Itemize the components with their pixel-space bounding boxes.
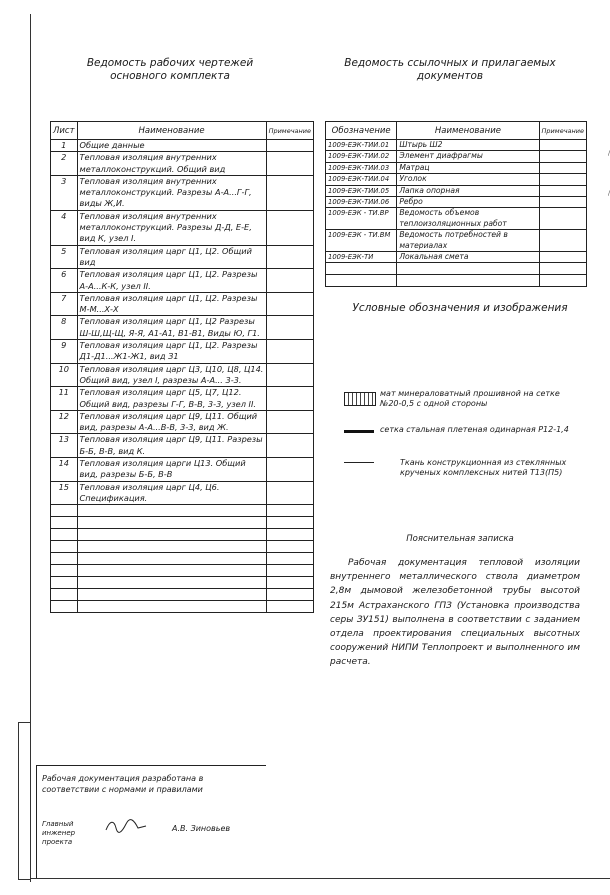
doc-note — [539, 162, 586, 173]
doc-designation: 1009-ЕЭК-ТИИ.02 — [326, 151, 397, 162]
header-name: Наименование — [77, 122, 266, 140]
legend-mat-symbol — [344, 392, 376, 406]
table-row — [326, 174, 587, 185]
table-row — [326, 252, 587, 263]
sheet-title: Тепловая изоляция царг Ц1, Ц2 Разрезы Ш-Ш,Щ-Щ, Я-Я, А1-А1, В1-В1, Виды Ю, Г1. — [77, 316, 266, 340]
sheet-note — [266, 481, 313, 505]
empty-cell — [266, 553, 313, 565]
sheet-number: 6 — [51, 269, 78, 293]
drawings-list-table — [50, 121, 314, 613]
doc-note — [539, 174, 586, 185]
doc-designation: 1009-ЕЭК - ТИ.ВМ — [326, 230, 397, 252]
empty-row — [51, 553, 314, 565]
doc-title: Уголок — [397, 174, 539, 185]
empty-cell — [51, 577, 78, 589]
empty-cell — [397, 275, 539, 287]
note-text: Рабочая документация тепловой изоляции внутреннего металлического ствола диаметром 2,8м дымовой железобетонной трубы высотой 215м Астраханского ГПЗ (Установка производства серы ЗУ151) выполнена в соответствии с заданием отдела проектирования специальных высотных сооружений НИПИ Теплопроект и выполненного им расчета. — [330, 558, 580, 668]
footer-statement: Рабочая документация разработана в соответствии с нормами и правилами — [42, 774, 204, 794]
empty-cell — [326, 263, 397, 275]
sheet-note — [266, 152, 313, 176]
sheet-number: 9 — [51, 340, 78, 364]
sheet-title: Тепловая изоляция царг Ц1, Ц2. Разрезы М-М...Х-Х — [77, 292, 266, 316]
header-note: Примечание — [266, 122, 313, 140]
sheet-note — [266, 210, 313, 245]
empty-cell — [266, 589, 313, 601]
sheet-note — [266, 316, 313, 340]
empty-cell — [539, 275, 586, 287]
sheet-note — [266, 410, 313, 434]
table-row — [51, 410, 314, 434]
table-row — [326, 151, 587, 162]
empty-cell — [51, 529, 78, 541]
sheet-number: 3 — [51, 175, 78, 210]
doc-note — [539, 208, 586, 230]
sheet-number: 15 — [51, 481, 78, 505]
table-row — [51, 152, 314, 176]
sheet-title: Тепловая изоляция царг Ц1, Ц2. Разрезы А-А...К-К, узел II. — [77, 269, 266, 293]
sheet-title: Тепловая изоляция царг Ц9, Ц11. Общий вид, разрезы А-А...В-В, 3-3, вид Ж. — [77, 410, 266, 434]
sheet-note — [266, 340, 313, 364]
doc-title: Ведомость объемов теплоизоляционных работ — [397, 208, 539, 230]
empty-row — [51, 565, 314, 577]
doc-designation: 1009-ЕЭК - ТИ.ВР — [326, 208, 397, 230]
doc-note — [539, 197, 586, 208]
sheet-note — [266, 458, 313, 482]
table-row — [51, 387, 314, 411]
doc-title: Элемент диафрагмы — [397, 151, 539, 162]
table-row — [51, 316, 314, 340]
empty-cell — [266, 565, 313, 577]
empty-cell — [51, 589, 78, 601]
doc-designation: 1009-ЕЭК-ТИИ.01 — [326, 140, 397, 151]
empty-row — [326, 275, 587, 287]
table-row — [326, 140, 587, 151]
sheet-number: 8 — [51, 316, 78, 340]
drawings-list-body — [51, 140, 314, 613]
empty-cell — [51, 505, 78, 517]
sheet-note — [266, 245, 313, 269]
table-row — [51, 210, 314, 245]
empty-row — [51, 601, 314, 613]
sheet-number: 1 — [51, 140, 78, 152]
sheet-number: 13 — [51, 434, 78, 458]
empty-cell — [77, 553, 266, 565]
empty-cell — [51, 553, 78, 565]
sheet-title: Тепловая изоляция царг Ц1, Ц2. Общий вид — [77, 245, 266, 269]
sheet-title: Тепловая изоляция царг Ц4, Ц6. Спецификация. — [77, 481, 266, 505]
right-table-title: Ведомость ссылочных и прилагаемых документов — [344, 57, 556, 82]
sheet-number: 5 — [51, 245, 78, 269]
empty-cell — [77, 505, 266, 517]
legend-title: Условные обозначения и изображения — [352, 302, 568, 314]
table-row — [51, 458, 314, 482]
empty-cell — [77, 565, 266, 577]
sheet-title: Тепловая изоляция внутренних металлоконструкций. Разрезы А-А...Г-Г, виды Ж,И. — [77, 175, 266, 210]
empty-cell — [77, 529, 266, 541]
references-table — [325, 121, 587, 287]
table-row — [51, 481, 314, 505]
sheet-note — [266, 434, 313, 458]
sheet-note — [266, 140, 313, 152]
sheet-number: 4 — [51, 210, 78, 245]
doc-note — [539, 151, 586, 162]
empty-row — [51, 517, 314, 529]
empty-cell — [397, 263, 539, 275]
table-row — [326, 208, 587, 230]
table-row — [51, 140, 314, 152]
empty-cell — [326, 275, 397, 287]
empty-row — [51, 577, 314, 589]
legend-mesh-label: сетка стальная плетеная одинарная Р12-1,4 — [380, 425, 569, 434]
doc-note — [539, 252, 586, 263]
sheet-note — [266, 363, 313, 387]
empty-cell — [266, 529, 313, 541]
legend-fabric-label: Ткань конструкционная из стеклянных крученых комплексных нитей Т13(П5) — [400, 458, 567, 477]
table-row — [51, 434, 314, 458]
sheet-note — [266, 175, 313, 210]
doc-title: Ребро — [397, 197, 539, 208]
footer-top-line — [36, 765, 266, 766]
doc-title: Локальная смета — [397, 252, 539, 263]
empty-row — [326, 263, 587, 275]
doc-designation: 1009-ЕЭК-ТИ — [326, 252, 397, 263]
table-row — [51, 292, 314, 316]
empty-cell — [266, 577, 313, 589]
empty-cell — [51, 541, 78, 553]
empty-cell — [77, 601, 266, 613]
doc-title: Штырь Ш2 — [397, 140, 539, 151]
table-header-row — [326, 122, 587, 140]
legend-mat-label: мат минераловатный прошивной на сетке №20-0,5 с одной стороны — [380, 389, 560, 408]
table-row — [51, 245, 314, 269]
doc-note — [539, 140, 586, 151]
sheet-title: Тепловая изоляция царги Ц13. Общий вид, разрезы Б-Б, В-В — [77, 458, 266, 482]
sheet-number: 10 — [51, 363, 78, 387]
sheet-title: Тепловая изоляция царг Ц3, Ц10, Ц8, Ц14. Общий вид, узел I, разрезы А-А... 3-3. — [77, 363, 266, 387]
empty-cell — [51, 601, 78, 613]
doc-designation: 1009-ЕЭК-ТИИ.03 — [326, 162, 397, 173]
footer-divider — [36, 765, 37, 878]
empty-cell — [51, 565, 78, 577]
table-row — [51, 363, 314, 387]
empty-row — [51, 529, 314, 541]
empty-cell — [539, 263, 586, 275]
header-note: Примечание — [539, 122, 586, 140]
table-row — [51, 340, 314, 364]
footer-name: А.В. Зиновьев — [172, 824, 231, 833]
sheet-number: 2 — [51, 152, 78, 176]
sheet-note — [266, 387, 313, 411]
edge-mark: / — [607, 190, 610, 197]
empty-cell — [77, 517, 266, 529]
edge-mark: / — [607, 150, 610, 157]
sheet-number: 7 — [51, 292, 78, 316]
frame-bottom-line — [30, 878, 610, 879]
doc-designation: 1009-ЕЭК-ТИИ.06 — [326, 197, 397, 208]
binding-stamp-box — [18, 722, 31, 880]
table-row — [326, 162, 587, 173]
sheet-number: 14 — [51, 458, 78, 482]
note-title: Пояснительная записка — [406, 534, 514, 544]
sheet-title: Тепловая изоляция внутренних металлоконструкций. Общий вид — [77, 152, 266, 176]
table-row — [326, 197, 587, 208]
empty-cell — [266, 541, 313, 553]
header-name: Наименование — [397, 122, 539, 140]
empty-row — [51, 505, 314, 517]
table-row — [326, 230, 587, 252]
sheet-title: Тепловая изоляция царг Ц9, Ц11. Разрезы Б-Б, В-В, вид К. — [77, 434, 266, 458]
sheet-title: Тепловая изоляция царг Ц5, Ц7, Ц12. Общий вид, разрезы Г-Г, В-В, 3-3, узел II. — [77, 387, 266, 411]
table-row — [51, 175, 314, 210]
doc-title: Матрац — [397, 162, 539, 173]
empty-row — [51, 589, 314, 601]
legend-fabric-symbol — [344, 462, 374, 463]
doc-title: Ведомость потребностей в материалах — [397, 230, 539, 252]
signature-icon — [104, 818, 148, 834]
table-row — [51, 269, 314, 293]
header-designation: Обозначение — [326, 122, 397, 140]
doc-note — [539, 230, 586, 252]
doc-title: Лапка опорная — [397, 185, 539, 196]
sheet-title: Общие данные — [77, 140, 266, 152]
left-table-title: Ведомость рабочих чертежей основного комплекта — [86, 57, 254, 82]
empty-cell — [266, 505, 313, 517]
legend-mesh-symbol — [344, 430, 374, 433]
table-row — [326, 185, 587, 196]
doc-note — [539, 185, 586, 196]
sheet-number: 11 — [51, 387, 78, 411]
footer-role: Главный инженер проекта — [42, 820, 76, 846]
table-header-row — [51, 122, 314, 140]
sheet-note — [266, 269, 313, 293]
empty-cell — [266, 601, 313, 613]
empty-cell — [266, 517, 313, 529]
empty-row — [51, 541, 314, 553]
doc-designation: 1009-ЕЭК-ТИИ.04 — [326, 174, 397, 185]
empty-cell — [77, 577, 266, 589]
empty-cell — [77, 541, 266, 553]
empty-cell — [51, 517, 78, 529]
sheet-number: 12 — [51, 410, 78, 434]
sheet-note — [266, 292, 313, 316]
empty-cell — [77, 589, 266, 601]
sheet-title: Тепловая изоляция царг Ц1, Ц2. Разрезы Д1-Д1...Ж1-Ж1, вид З1 — [77, 340, 266, 364]
references-body — [326, 140, 587, 287]
sheet-title: Тепловая изоляция внутренних металлоконструкций. Разрезы Д-Д, Е-Е, вид К, узел I. — [77, 210, 266, 245]
header-sheet: Лист — [51, 122, 78, 140]
doc-designation: 1009-ЕЭК-ТИИ.05 — [326, 185, 397, 196]
